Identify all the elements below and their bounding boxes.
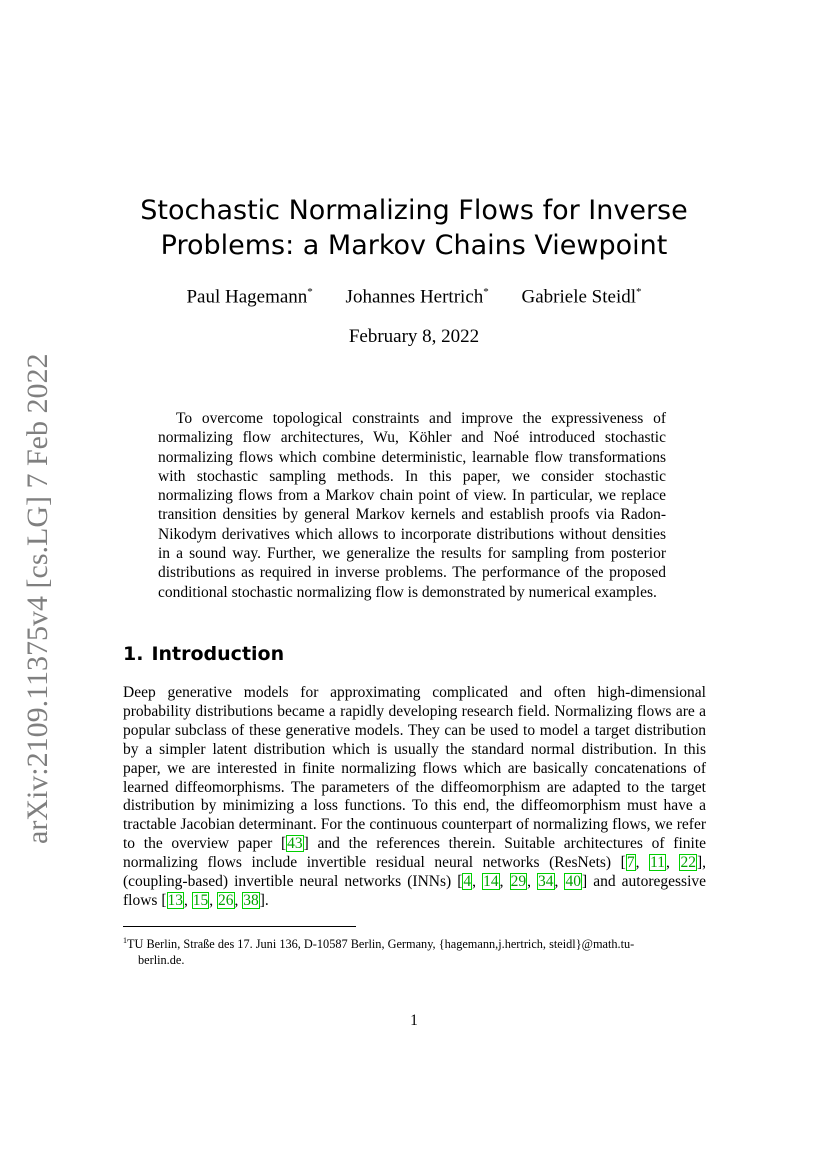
intro-text-2: and the references therein. Suitable architectures of finite normalizing flows include invertible residual neural networks (ResNets) [123, 835, 706, 872]
citation-link[interactable]: 29 [510, 873, 527, 891]
footnote-divider [123, 926, 356, 927]
footnote-line-2: berlin.de. [138, 952, 185, 967]
citation-link[interactable]: 34 [538, 873, 554, 891]
title-line-2: Problems: a Markov Chains Viewpoint [160, 230, 668, 261]
citation-link[interactable]: 38 [243, 891, 259, 909]
author-1 [186, 286, 312, 308]
author-mark: * [483, 286, 489, 298]
author-list [100, 286, 728, 308]
intro-text-5: . [264, 891, 269, 909]
arxiv-identifier-stamp[interactable]: arXiv:2109.11375v4 [cs.LG] 7 Feb 2022 [21, 353, 54, 844]
citation-link[interactable]: 26 [218, 891, 234, 909]
introduction-paragraph: Deep generative models for approximating complicated and often high-dimensional probability distributions became a rapidly developing research field. Normalizing flows are a popular subclass of these generative models. They can be used to model a target distribution by a simpler latent distribution which is usually the standard normal distribution. In this paper, we are interested in finite normalizing flows which are basically concatenations of learned diffeomorphisms. The parameters of the diffeomorphism are adapted to the target distribution by minimizing a loss functions. To this end, the diffeomorphism must have a tractable Jacobian determinant. For the continuous counterpart of normalizing flows, we refer to the overview paper [43] and the references therein. Suitable architectures of finite normalizing flows include invertible residual neural networks (ResNets) [7, 11, 22], (coupling-based) invertible neural networks (INNs) [4, 14, 29, 34, 40] and autoregessive flows [13, 15, 26, 38]. [123, 684, 707, 909]
author-3 [522, 286, 642, 308]
author-name: Gabriele Steidl [521, 286, 637, 308]
paper-title [100, 193, 728, 263]
citation-link[interactable]: 15 [192, 891, 209, 909]
author-name: Paul Hagemann [186, 286, 308, 308]
page-number: 1 [410, 1012, 418, 1029]
footnote [123, 933, 706, 968]
publication-date: February 8, 2022 [348, 326, 480, 347]
footnote-mark: 1 [123, 936, 127, 945]
citation-link[interactable]: 13 [167, 891, 183, 909]
citation-link[interactable]: 40 [565, 873, 581, 891]
author-2 [346, 286, 489, 308]
author-mark: * [636, 286, 642, 298]
footnote-line-1: TU Berlin, Straße des 17. Juni 136, D-10587 Berlin, Germany, {hagemann,j.hertrich, steidl}@math.tu- [127, 937, 635, 952]
citation-link[interactable]: 4 [463, 873, 472, 891]
intro-text-1: Deep generative models for approximating complicated and often high-dimensional probability distributions became a rapidly developing research field. Normalizing flows are a popular subclass of these generative models. They can be used to model a target distribution by a simpler latent distribution which is usually the standard normal distribution. In this paper, we are interested in finite normalizing flows which are basically concatenations of learned diffeomorphisms. The parameters of the diffeomorphism are adapted to the target distribution by minimizing a loss functions. To this end, the diffeomorphism must have a tractable Jacobian determinant. For the continuous counterpart of normalizing flows, we refer to the overview paper [123, 684, 706, 853]
citation-link[interactable]: 7 [626, 854, 635, 872]
citation-link[interactable]: 43 [287, 835, 303, 853]
citation-link[interactable]: 22 [680, 854, 696, 872]
citation-link[interactable]: 14 [483, 873, 499, 891]
author-mark: * [307, 286, 313, 298]
title-line-1: Stochastic Normalizing Flows for Inverse [140, 195, 688, 226]
intro-text-4: and autoregessive flows [123, 873, 707, 909]
abstract: To overcome topological constraints and improve the expressiveness of normalizing flow architectures, Wu, Köhler and Noé introduced stochastic normalizing flows which combine deterministic, learnable flow transformations with stochastic sampling methods. In this paper, we consider stochastic normalizing flows from a Markov chain point of view. In particular, we replace transition densities by general Markov kernels and establish proofs via Radon-Nikodym derivatives which allows to incorporate distributions without densities in a sound way. Further, we generalize the results for sampling from posterior distributions as required in inverse problems. The performance of the proposed conditional stochastic normalizing flow is demonstrated by numerical examples. [158, 410, 666, 601]
intro-text-3: , (coupling-based) invertible neural networks (INNs) [123, 854, 707, 891]
section-title: Introduction [151, 643, 285, 665]
section-heading-introduction [123, 643, 284, 665]
section-number: 1. [123, 643, 144, 665]
author-name: Johannes Hertrich [345, 286, 484, 308]
citation-link[interactable]: 11 [650, 854, 665, 872]
